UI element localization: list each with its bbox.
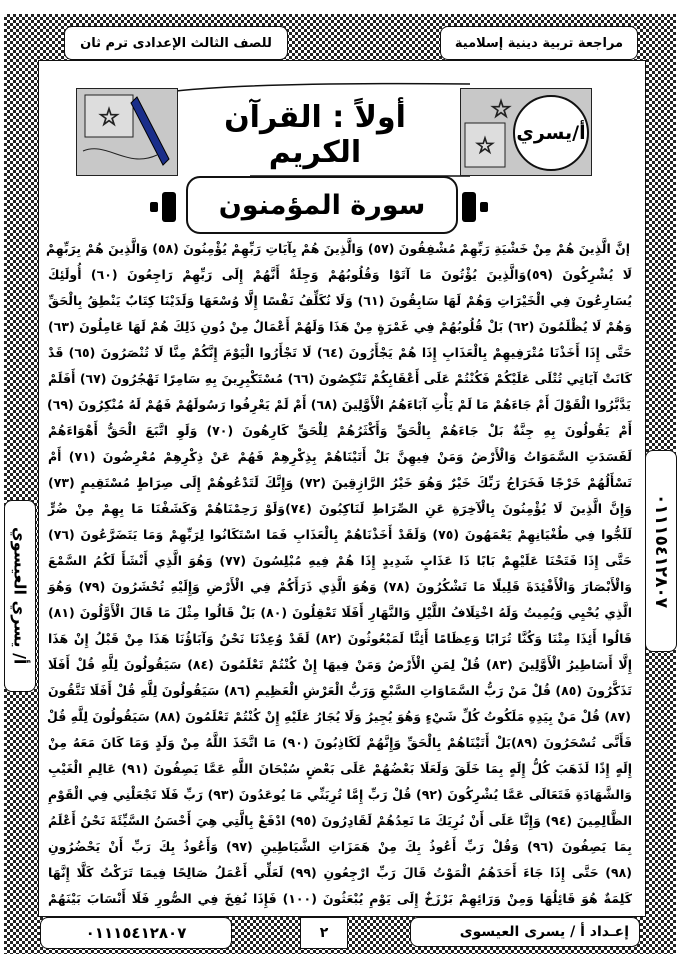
verse-line: وَهُمْ لَا يُظْلَمُونَ (٦٢) بَلْ قُلُوبُهُمْ فِي غَمْرَةٍ مِنْ هَذَا وَلَهُمْ أَعْمَالٌ مِنْ دُونِ ذَلِكَ هُمْ لَهَا عَامِلُونَ (٦٣) — [48, 319, 632, 334]
page-number-text: ٢ — [319, 925, 329, 941]
verse-line: يُسَارِعُونَ فِي الْخَيْرَاتِ وَهُمْ لَهَا سَابِقُونَ (٦١) وَلَا نُكَلِّفُ نَفْسًا إِلَّا وُسْعَهَا وَلَدَيْنَا كِتَابٌ يَنْطِقُ بِالْحَقِّ — [48, 293, 632, 308]
verse-line: قَالُوا أَئِذَا مِتْنَا وَكُنَّا تُرَابًا وَعِظَامًا أَئِنَّا لَمَبْعُوثُونَ (٨٢) لَقَدْ وُعِدْنَا نَحْنُ وَآبَاؤُنَا هَذَا مِنْ قَبْلُ إِنْ هَذَا — [48, 631, 632, 646]
footer-phone — [40, 917, 232, 949]
page-number — [300, 917, 348, 949]
grade-label — [64, 26, 288, 60]
author-badge-text: أ/يسري — [516, 122, 586, 144]
verse-line: الظَّالِمِينَ (٩٤) وَإِنَّا عَلَى أَنْ نُرِيَكَ مَا نَعِدُهُمْ لَقَادِرُونَ (٩٥) ادْفَعْ بِالَّتِي هِيَ أَحْسَنُ السَّيِّئَةَ نَحْنُ أَعْلَمُ — [48, 813, 633, 828]
verse-line: وَالشَّهَادَةِ فَتَعَالَى عَمَّا يُشْرِكُونَ (٩٢) قُلْ رَبِّ إِمَّا تُرِيَنِّي مَا يُوعَدُونَ (٩٣) رَبِّ فَلَا تَجْعَلْنِي فِي الْقَوْمِ — [48, 787, 633, 802]
pen-clipart — [76, 88, 178, 176]
verse-line: كَلِمَةٌ هُوَ قَائِلُهَا وَمِنْ وَرَائِهِمْ بَرْزَخٌ إِلَى يَوْمِ يُبْعَثُونَ (١٠٠) فَإِذَا نُفِخَ فِي الصُّورِ فَلَا أَنْسَابَ بَيْنَهُمْ — [48, 891, 632, 906]
verses-text — [45, 236, 633, 912]
subject-label — [440, 26, 638, 60]
footer-author-text: إعـداد أ / يسرى العيسوى — [459, 924, 629, 940]
side-phone-label — [645, 450, 677, 652]
footer-phone-text: ٠١١١٥٤١٢٨٠٧ — [85, 924, 187, 942]
verse-line: وَالْأَبْصَارَ وَالْأَفْئِدَةَ قَلِيلًا مَا تَشْكُرُونَ (٧٨) وَهُوَ الَّذِي ذَرَأَكُمْ فِي الْأَرْضِ وَإِلَيْهِ تُحْشَرُونَ (٧٩) وَهُوَ — [48, 579, 633, 594]
verse-line: فَأَنَّى تُسْحَرُونَ (٨٩)بَلْ أَتَيْنَاهُمْ بِالْحَقِّ وَإِنَّهُمْ لَكَاذِبُونَ (٩٠) مَا اتَّخَذَ اللَّهُ مِنْ وَلَدٍ وَمَا كَانَ مَعَهُ مِنْ — [48, 735, 632, 750]
surah-title — [186, 176, 458, 234]
surah-title-text: سورة المؤمنون — [218, 189, 426, 221]
badge-clipart — [460, 88, 592, 176]
verse-line: حَتَّى إِذَا أَخَذْنَا مُتْرَفِيهِمْ بِالْعَذَابِ إِذَا هُمْ يَجْأَرُونَ (٦٤) لَا تَجْأَرُوا الْيَوْمَ إِنَّكُمْ مِنَّا لَا تُنْصَرُونَ (٦٥) قَدْ — [48, 345, 632, 360]
verse-line: إنَّ الَّذِينَ هُمْ مِنْ خَشْيَةِ رَبِّهِمْ مُشْفِقُونَ (٥٧) وَالَّذِينَ هُمْ بِآيَاتِ رَبِّهِمْ يُؤْمِنُونَ (٥٨) وَالَّذِينَ هُمْ بِرَبِّهِمْ — [45, 241, 630, 256]
author-badge — [513, 95, 589, 171]
banner-title: أولاً : القرآن الكريم — [224, 100, 406, 170]
verse-line: تَسْأَلُهُمْ خَرْجًا فَخَرَاجُ رَبِّكَ خَيْرٌ وَهُوَ خَيْرُ الرَّازِقِينَ (٧٢) وَإِنَّكَ لَتَدْعُوهُمْ إِلَى صِرَاطٍ مُسْتَقِيمٍ (٧٣) — [48, 475, 632, 490]
verse-line: (٩٨) حَتَّى إِذَا جَاءَ أَحَدَهُمُ الْمَوْتُ قَالَ رَبِّ ارْجِعُونِ (٩٩) لَعَلِّي أَعْمَلُ صَالِحًا فِيمَا تَرَكْتُ كَلَّا إِنَّهَا — [48, 865, 632, 880]
side-phone-text: ٠١١١٥٤١٢٨٠٧ — [651, 493, 671, 609]
verse-line: وَإِنَّ الَّذِينَ لَا يُؤْمِنُونَ بِالْآخِرَةِ عَنِ الصِّرَاطِ لَنَاكِبُونَ (٧٤)وَلَوْ رَحِمْنَاهُمْ وَكَشَفْنَا مَا بِهِمْ مِنْ ضُرٍّ — [48, 501, 632, 516]
verse-line: كَانَتْ آيَاتِي تُتْلَى عَلَيْكُمْ فَكُنْتُمْ عَلَى أَعْقَابِكُمْ تَنْكِصُونَ (٦٦) مُسْتَكْبِرِينَ بِهِ سَامِرًا تَهْجُرُونَ (٦٧) أَفَلَمْ — [48, 371, 632, 386]
verse-line: إِلَّا أَسَاطِيرُ الْأَوَّلِينَ (٨٣) قُلْ لِمَنِ الْأَرْضُ وَمَنْ فِيهَا إِنْ كُنْتُمْ تَعْلَمُونَ (٨٤) سَيَقُولُونَ لِلَّهِ قُلْ أَفَلَا — [48, 657, 632, 672]
svg-text:☆: ☆ — [475, 134, 495, 159]
verse-line: لَفَسَدَتِ السَّمَوَاتُ وَالْأَرْضُ وَمَنْ فِيهِنَّ بَلْ أَتَيْنَاهُمْ بِذِكْرِهِمْ فَهُمْ عَنْ ذِكْرِهِمْ مُعْرِضُونَ (٧١) أَمْ — [48, 449, 633, 464]
grade-text: للصف الثالث الإعدادى ترم ثان — [80, 35, 272, 51]
side-author-label — [4, 500, 36, 692]
verse-line: بِمَا يَصِفُونَ (٩٦) وَقُلْ رَبِّ أَعُوذُ بِكَ مِنْ هَمَزَاتِ الشَّيَاطِينِ (٩٧) وَأَعُوذُ بِكَ رَبِّ أَنْ يَحْضُرُونِ — [48, 839, 632, 854]
verse-line: أَمْ يَقُولُونَ بِهِ جِنَّةٌ بَلْ جَاءَهُمْ بِالْحَقِّ وَأَكْثَرُهُمْ لِلْحَقِّ كَارِهُونَ (٧٠) وَلَوِ اتَّبَعَ الْحَقُّ أَهْوَاءَهُمْ — [48, 423, 632, 438]
verse-line: تَذَكَّرُونَ (٨٥) قُلْ مَنْ رَبُّ السَّمَاوَاتِ السَّبْعِ وَرَبُّ الْعَرْشِ الْعَظِيمِ (٨٦) سَيَقُولُونَ لِلَّهِ قُلْ أَفَلَا تَتَّقُونَ — [48, 683, 632, 698]
verse-line: يَدَّبَّرُوا الْقَوْلَ أَمْ جَاءَهُمْ مَا لَمْ يَأْتِ آبَاءَهُمُ الْأَوَّلِينَ (٦٨) أَمْ لَمْ يَعْرِفُوا رَسُولَهُمْ فَهُمْ لَهُ مُنْكِرُونَ (٦٩) — [47, 397, 631, 412]
verse-line: حَتَّى إِذَا فَتَحْنَا عَلَيْهِمْ بَابًا ذَا عَذَابٍ شَدِيدٍ إِذَا هُمْ فِيهِ مُبْلِسُونَ (٧٧) وَهُوَ الَّذِي أَنْشَأَ لَكُمُ السَّمْعَ — [48, 553, 632, 568]
verse-line: (٨٧) قُلْ مَنْ بِيَدِهِ مَلَكُوتُ كُلِّ شَيْءٍ وَهُوَ يُجِيرُ وَلَا يُجَارُ عَلَيْهِ إِنْ كُنْتُمْ تَعْلَمُونَ (٨٨) سَيَقُولُونَ لِلَّهِ قُلْ — [47, 709, 631, 724]
svg-text:☆: ☆ — [98, 103, 120, 131]
svg-text:☆: ☆ — [490, 95, 512, 123]
verse-line: الَّذِي يُحْيِي وَيُمِيتُ وَلَهُ اخْتِلَافُ اللَّيْلِ وَالنَّهَارِ أَفَلَا تَعْقِلُونَ (٨٠) بَلْ قَالُوا مِثْلَ مَا قَالَ الْأَوَّلُونَ (٨١) — [48, 605, 632, 620]
verse-line: لَلَجُّوا فِي طُغْيَانِهِمْ يَعْمَهُونَ (٧٥) وَلَقَدْ أَخَذْنَاهُمْ بِالْعَذَابِ فَمَا اسْتَكَانُوا لِرَبِّهِمْ وَمَا يَتَضَرَّعُونَ (٧٦) — [48, 527, 633, 542]
footer-author — [410, 917, 640, 947]
side-author-text: أ/ يسري العيسوي — [10, 527, 30, 665]
subject-text: مراجعة تربية دينية إسلامية — [454, 35, 624, 51]
verse-line: لَا يُشْرِكُونَ (٥٩)وَالَّذِينَ يُؤْتُونَ مَا آتَوْا وَقُلُوبُهُمْ وَجِلَةٌ أَنَّهُمْ إِلَى رَبِّهِمْ رَاجِعُونَ (٦٠) أُولَئِكَ — [48, 267, 633, 282]
pen-icon — [77, 89, 177, 175]
verse-line: إِلَهٍ إِذًا لَذَهَبَ كُلُّ إِلَهٍ بِمَا خَلَقَ وَلَعَلَا بَعْضُهُمْ عَلَى بَعْضٍ سُبْحَانَ اللَّهِ عَمَّا يَصِفُونَ (٩١) عَالِمِ الْغَيْبِ — [48, 761, 632, 776]
